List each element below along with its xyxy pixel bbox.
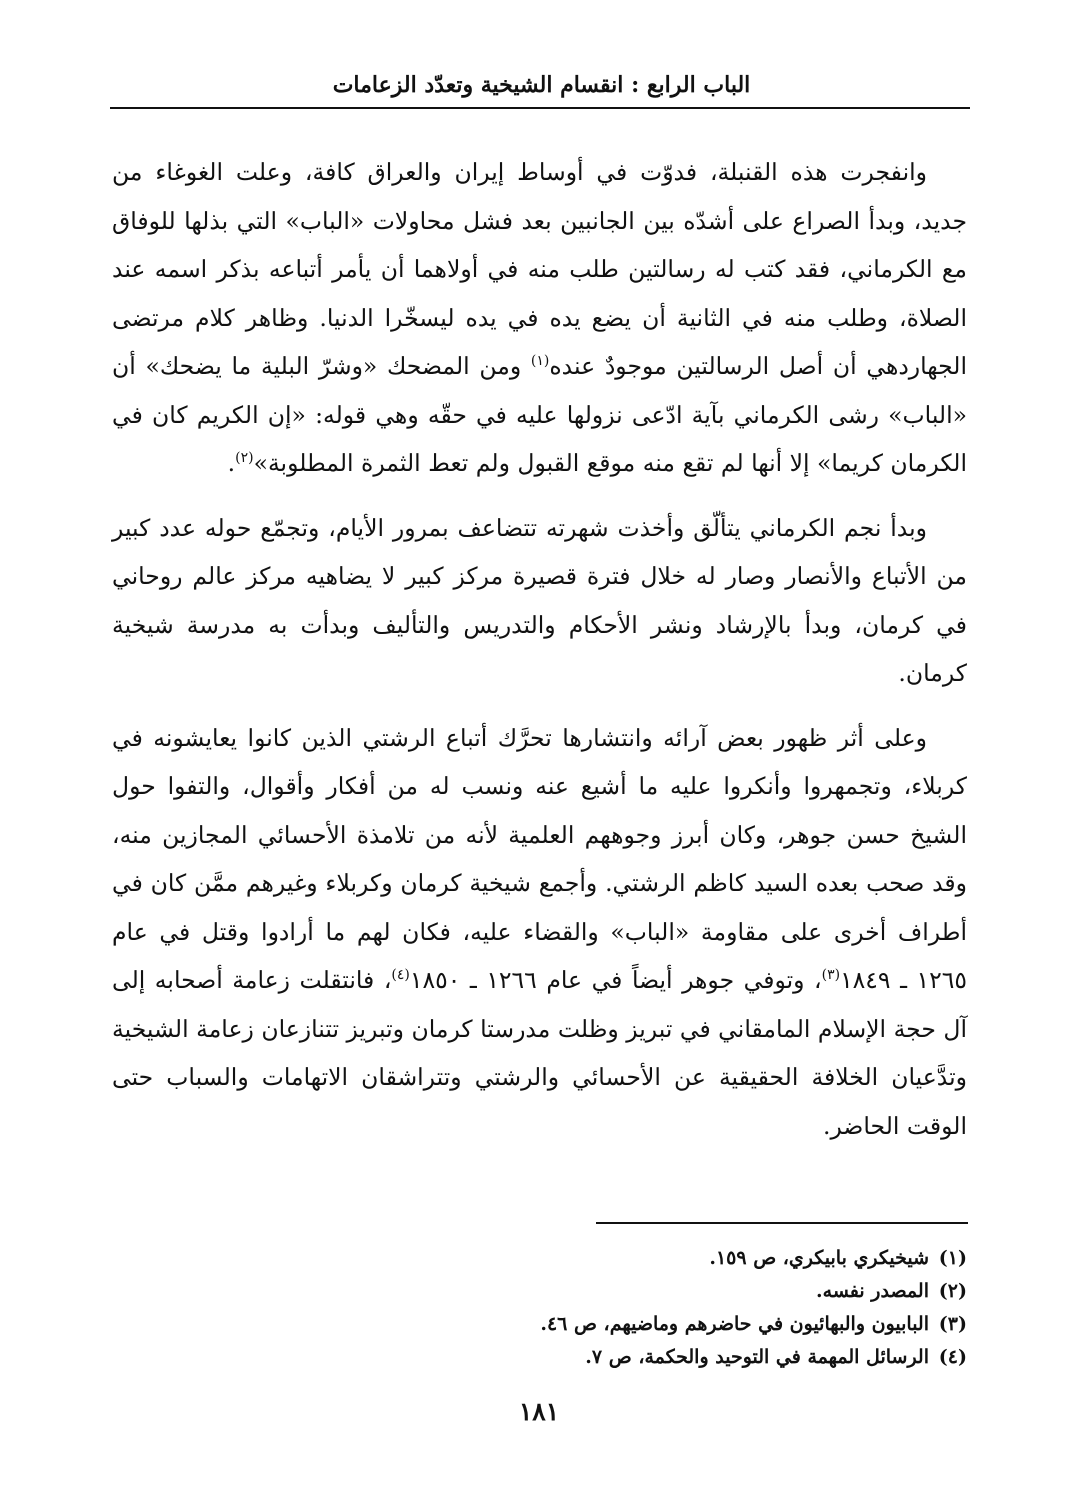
text-segment: .: [227, 449, 236, 477]
text-segment: ، فانتقلت زعامة أصحابه إلى آل حجة الإسلام المامقاني في تبريز وظلت مدرستا كرمان وتبريز تتنازعان زعامة الشيخية وتدَّعيان الخلافة الحقيقية عن الأحسائي والرشتي وتتراشقان الاتهامات والسباب حتى الوقت الحاضر.: [112, 966, 967, 1140]
footnote: [300, 1341, 967, 1374]
footnote-ref: (١): [530, 353, 550, 370]
text-segment: وبدأ نجم الكرماني يتألّق وأخذت شهرته تتضاعف بمرور الأيام، وتجمّع حوله عدد كبير من الأتباع والأنصار وصار له خلال فترة قصيرة مركز كبير لا يضاهيه مركز عالم روحاني في كرمان، وبدأ بالإرشاد ونشر الأحكام والتدريس والتأليف وبدأت به مدرسة شيخية كرمان.: [112, 513, 967, 687]
footnote-ref: (٢): [235, 450, 254, 467]
text-segment: ومن المضحك «وشرّ البلية ما يضحك» أن «الباب» رشى الكرماني بآية ادّعى نزولها عليه في حقّه وهي قوله: «إن الكريم كان في الكرمان كريما» إلا أنها لم تقع منه موقع القبول ولم تعط الثمرة المطلوبة»: [112, 352, 967, 477]
paragraph: [112, 504, 967, 698]
footnote: [300, 1275, 967, 1308]
footnote-ref: (٣): [821, 967, 841, 984]
footnote: [300, 1242, 967, 1275]
footnote-text: شيخيكري بابيكري، ص ١٥٩.: [709, 1247, 929, 1269]
footnotes: [300, 1242, 967, 1374]
footnote-number: (٢): [938, 1280, 967, 1302]
text-segment: ، وتوفي جوهر أيضاً في عام ١٢٦٦ ـ ١٨٥٠: [409, 966, 822, 994]
footnote-text: المصدر نفسه.: [816, 1280, 929, 1302]
text-segment: وعلى أثر ظهور بعض آرائه وانتشارها تحرَّك أتباع الرشتي الذين كانوا يعايشونه في كربلاء، وتجمهروا وأنكروا عليه ما أشيع عنه ونسب له من أفكار وأقوال، والتفوا حول الشيخ حسن جوهر، وكان أبرز وجوههم العلمية لأنه من تلامذة الأحسائي المجازين منه، وقد صحب بعده السيد كاظم الرشتي. وأجمع شيخية كرمان وكربلاء وغيرهم ممَّن كان في أطراف أخرى على مقاومة «الباب» والقضاء عليه، فكان لهم ما أرادوا وقتل في عام ١٢٦٥ ـ ١٨٤٩: [112, 723, 967, 994]
footnote-text: الرسائل المهمة في التوحيد والحكمة، ص ٧.: [585, 1346, 929, 1368]
paragraph: [112, 714, 967, 1151]
footnote-rule: [596, 1222, 968, 1224]
page-number: ١٨١: [518, 1397, 560, 1426]
footnote-number: (٤): [938, 1346, 967, 1368]
footnote-number: (٣): [938, 1313, 967, 1335]
header-rule: [110, 107, 970, 109]
paragraph: [112, 148, 967, 488]
footnote-text: البابيون والبهائيون في حاضرهم وماضيهم، ص ٤٦.: [540, 1313, 929, 1335]
footnote-ref: (٤): [391, 967, 410, 984]
body-text: [112, 148, 967, 1150]
running-head: الباب الرابع : انقسام الشيخية وتعدّد الزعامات: [332, 72, 751, 98]
footnote: [300, 1308, 967, 1341]
text-segment: وانفجرت هذه القنبلة، فدوّت في أوساط إيران والعراق كافة، وعلت الغوغاء من جديد، وبدأ الصراع على أشدّه بين الجانبين بعد فشل محاولات «الباب» التي بذلها للوفاق مع الكرماني، فقد كتب له رسالتين طلب منه في أولاهما أن يأمر أتباعه بذكر اسمه عند الصلاة، وطلب منه في الثانية أن يضع يده في يده ليسخّرا الدنيا. وظاهر كلام مرتضى الجهاردهي أن أصل الرسالتين موجودٌ عنده: [112, 158, 967, 380]
footnote-number: (١): [938, 1247, 967, 1269]
